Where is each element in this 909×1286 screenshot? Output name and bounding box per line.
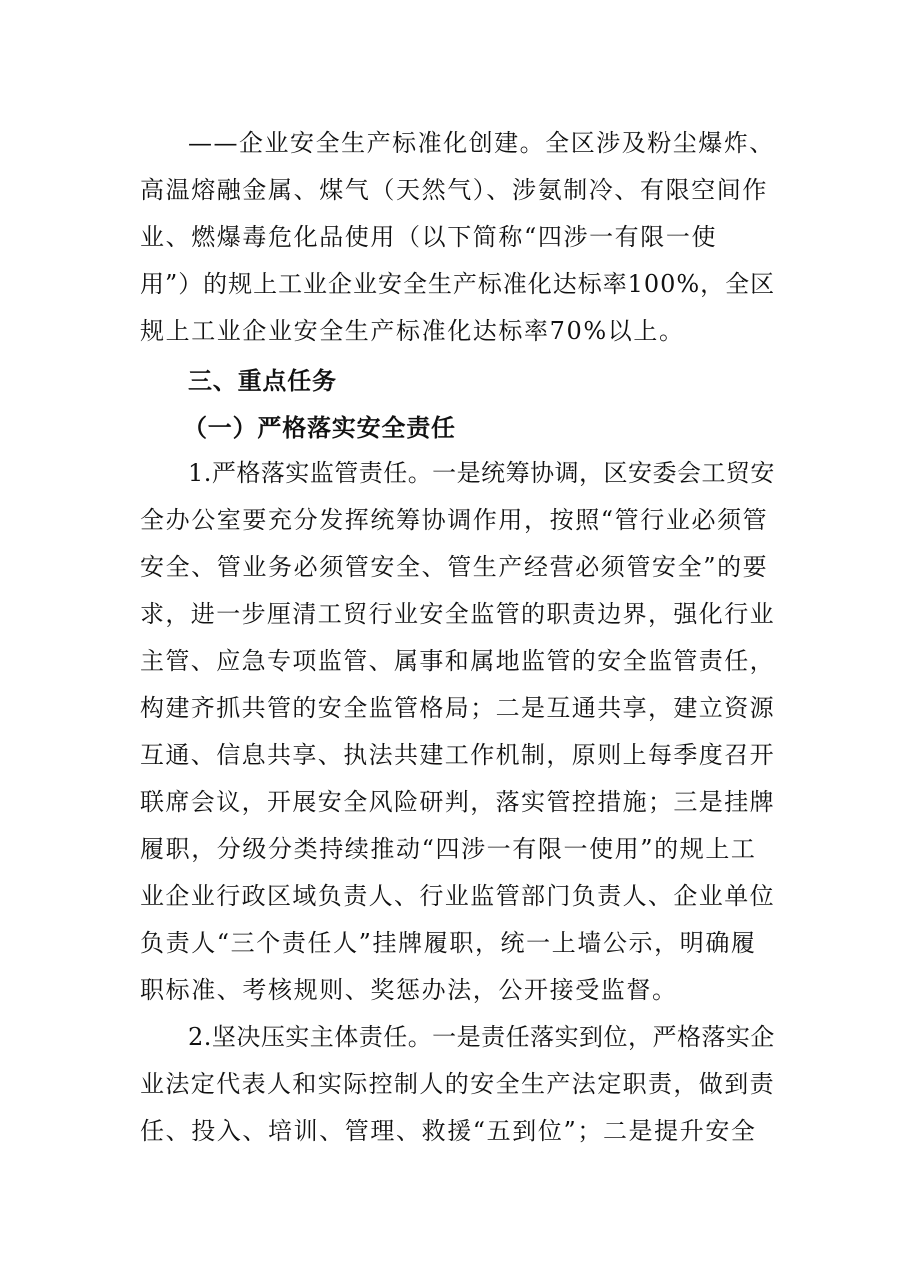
paragraph-line: 主管、应急专项监管、属事和属地监管的安全监管责任， [140, 647, 775, 675]
paragraph-line: 求，进一步厘清工贸行业安全监管的职责边界，强化行业 [140, 600, 775, 628]
paragraph-line: 构建齐抓共管的安全监管格局；二是互通共享，建立资源 [140, 694, 775, 722]
paragraph-line: 高温熔融金属、煤气（天然气）、涉氨制冷、有限空间作 [140, 176, 768, 204]
subsection-heading: （一）严格落实安全责任 [183, 414, 456, 442]
paragraph-line: 规上工业企业安全生产标准化达标率70%以上。 [140, 317, 685, 345]
section-heading: 三、重点任务 [188, 367, 337, 395]
paragraph-line: 用”）的规上工业企业安全生产标准化达标率100%，全区 [140, 270, 776, 298]
paragraph-line: ——企业安全生产标准化创建。全区涉及粉尘爆炸、 [188, 129, 775, 157]
paragraph-line: 全办公室要充分发挥统筹协调作用，按照“管行业必须管 [140, 506, 769, 534]
paragraph-line: 1.严格落实监管责任。一是统筹协调，区安委会工贸安 [188, 459, 775, 487]
paragraph-line: 业企业行政区域负责人、行业监管部门负责人、企业单位 [140, 882, 775, 910]
paragraph-line: 安全、管业务必须管安全、管生产经营必须管安全”的要 [140, 553, 769, 581]
paragraph-line: 2.坚决压实主体责任。一是责任落实到位，严格落实企 [188, 1023, 775, 1051]
paragraph-line: 联席会议，开展安全风险研判，落实管控措施；三是挂牌 [140, 788, 775, 816]
paragraph-line: 业、燃爆毒危化品使用（以下简称“四涉一有限一使 [140, 223, 718, 251]
paragraph-line: 职标准、考核规则、奖惩办法，公开接受监督。 [140, 976, 678, 1004]
paragraph-line: 任、投入、培训、管理、救援“五到位”；二是提升安全 [140, 1117, 757, 1145]
paragraph-line: 业法定代表人和实际控制人的安全生产法定职责，做到责 [140, 1070, 775, 1098]
paragraph-line: 履职，分级分类持续推动“四涉一有限一使用”的规上工 [140, 835, 757, 863]
paragraph-line: 互通、信息共享、执法共建工作机制，原则上每季度召开 [140, 741, 775, 769]
paragraph-line: 负责人“三个责任人”挂牌履职，统一上墙公示，明确履 [140, 929, 757, 957]
